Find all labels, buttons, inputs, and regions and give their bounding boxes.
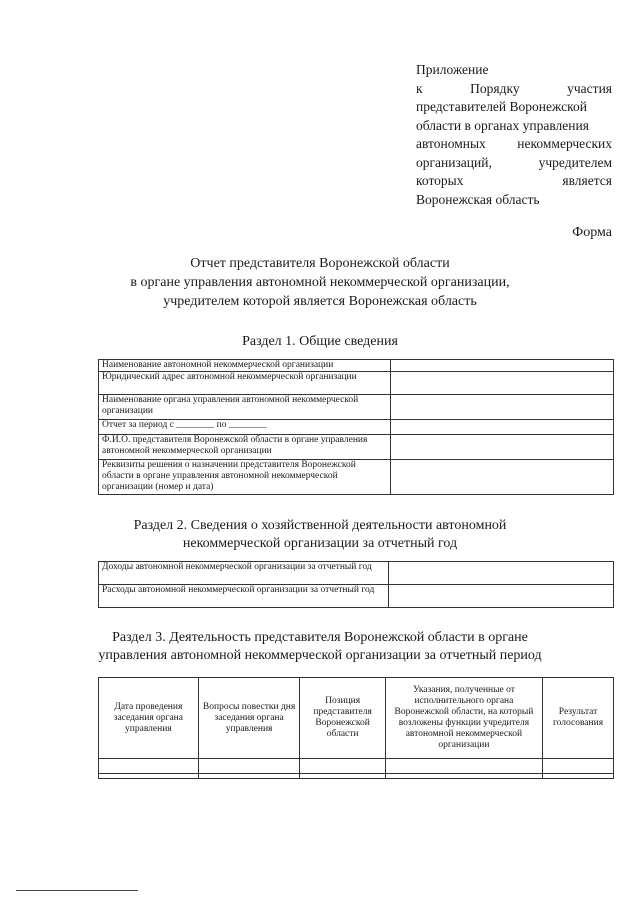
- section3-heading-line: Раздел 3. Деятельность представителя Воронежской области в органе: [112, 630, 528, 645]
- appendix-word: участия: [567, 80, 612, 96]
- table-header-cell: Позиция представителя Воронежской области: [300, 678, 385, 759]
- table-header-cell: Указания, полученные от исполнительного органа Воронежской области, на который возложены функции учредителя автономной некоммерческой организации: [385, 678, 542, 759]
- table-cell-label: Ф.И.О. представителя Воронежской области в органе управления автономной некоммерческой организации: [99, 435, 391, 460]
- table-cell[interactable]: [300, 759, 385, 774]
- table-cell[interactable]: [99, 774, 199, 779]
- appendix-line: [416, 80, 612, 99]
- table-cell-value[interactable]: [391, 360, 614, 372]
- table-row: [99, 562, 614, 585]
- section1-heading: Раздел 1. Общие сведения: [242, 334, 398, 349]
- table-row: [99, 759, 614, 774]
- appendix-line: представителей Воронежской: [416, 99, 587, 114]
- appendix-line: [416, 135, 612, 154]
- table-cell-value[interactable]: [389, 585, 614, 608]
- table-cell[interactable]: [300, 774, 385, 779]
- table-cell[interactable]: [198, 759, 300, 774]
- appendix-line: Приложение: [416, 62, 489, 77]
- appendix-word: автономных: [416, 136, 486, 151]
- section2-heading-line: некоммерческой организации за отчетный год: [182, 536, 458, 551]
- representative-activity-table: [98, 677, 614, 779]
- title-line: Отчет представителя Воронежской области: [190, 256, 450, 271]
- form-label: Форма: [572, 225, 612, 240]
- section2-heading-line: Раздел 2. Сведения о хозяйственной деятельности автономной: [133, 518, 507, 533]
- table-cell-label: Расходы автономной некоммерческой организации за отчетный год: [99, 585, 389, 608]
- table-row: [99, 774, 614, 779]
- table-cell-value[interactable]: [391, 395, 614, 420]
- section2-heading: [0, 517, 640, 553]
- table-header-row: [99, 678, 614, 759]
- table-cell-value[interactable]: [389, 562, 614, 585]
- appendix-word: некоммерческих: [517, 136, 612, 151]
- appendix-line: [416, 172, 612, 191]
- appendix-word: является: [562, 173, 612, 188]
- table-row: [99, 585, 614, 608]
- appendix-word: к: [416, 80, 423, 96]
- table-cell[interactable]: [385, 759, 542, 774]
- footer-divider: [16, 890, 138, 891]
- table-cell-value[interactable]: [391, 372, 614, 395]
- economic-activity-table: [98, 561, 614, 608]
- table-cell-label: Юридический адрес автономной некоммерческой организации: [99, 372, 391, 395]
- appendix-line: области в органах управления: [416, 117, 589, 133]
- table-cell-label: Наименование автономной некоммерческой организации: [99, 360, 391, 372]
- table-cell[interactable]: [99, 759, 199, 774]
- section3-heading: [0, 629, 640, 665]
- table-cell-label: Доходы автономной некоммерческой организации за отчетный год: [99, 562, 389, 585]
- appendix-line: Воронежская область: [416, 191, 540, 207]
- general-info-table: [98, 359, 614, 495]
- document-title: [0, 254, 640, 311]
- table-cell-label: Реквизиты решения о назначении представителя Воронежской области в органе управления автономной некоммерческой организации (номер и дата): [99, 460, 391, 495]
- table-row: [99, 372, 614, 395]
- table-cell-label: Отчет за период с ________ по ________: [99, 420, 391, 435]
- table-cell-value[interactable]: [391, 435, 614, 460]
- table-row: [99, 420, 614, 435]
- section3-heading-line: управления автономной некоммерческой организации за отчетный период: [98, 648, 542, 663]
- table-row: [99, 460, 614, 495]
- table-row: [99, 435, 614, 460]
- appendix-word: Порядку: [470, 80, 520, 96]
- table-cell-value[interactable]: [391, 460, 614, 495]
- table-header-cell: Вопросы повестки дня заседания органа управления: [198, 678, 300, 759]
- table-header-cell: Дата проведения заседания органа управления: [99, 678, 199, 759]
- appendix-word: которых: [416, 173, 464, 188]
- table-cell[interactable]: [198, 774, 300, 779]
- appendix-line: [416, 154, 612, 173]
- table-cell-value[interactable]: [391, 420, 614, 435]
- title-line: учредителем которой является Воронежская область: [163, 294, 477, 309]
- table-row: [99, 395, 614, 420]
- table-cell[interactable]: [543, 774, 614, 779]
- appendix-word: организаций,: [416, 154, 492, 170]
- table-cell[interactable]: [543, 759, 614, 774]
- table-cell-label: Наименование органа управления автономной некоммерческой организации: [99, 395, 391, 420]
- table-header-cell: Результат голосования: [543, 678, 614, 759]
- table-row: [99, 360, 614, 372]
- appendix-word: учредителем: [538, 154, 612, 170]
- appendix-header: [416, 61, 612, 209]
- table-cell[interactable]: [385, 774, 542, 779]
- title-line: в органе управления автономной некоммерческой организации,: [130, 275, 510, 290]
